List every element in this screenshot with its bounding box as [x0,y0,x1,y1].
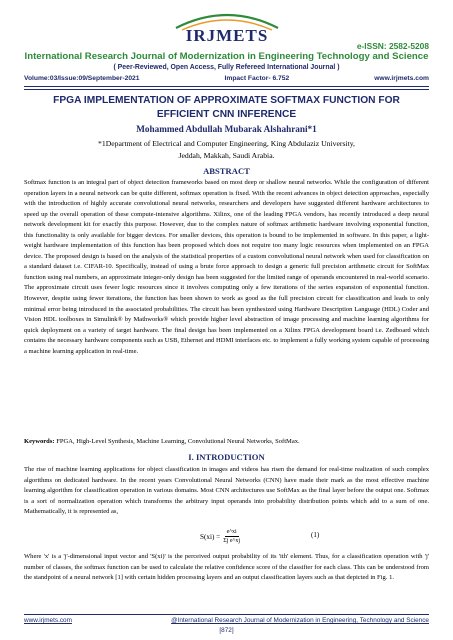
irjmets-logo [168,8,286,46]
post-equation-paragraph: Where 'x' is a 'j'-dimensional input vector and 'S(xi)' is the perceived output probability of its 'ith' element. Thus, for a classification operation with 'j' number of classes, the softmax function can be used to calculate the relative confidence score of the classifier for each class. This can be understood from the standpoint of a neural network [1] with certain hidden processing layers and an output classification layers such as that depicted in Fig. 1. [24,553,429,582]
equation-denominator: Σj e^xj [223,538,241,544]
footer-divider [24,614,429,615]
abstract-text: Softmax function is an integral part of object detection frameworks based on most deep or shallow neural networks. While the configuration of different operation layers in a neural network can be quite different, softmax operation is fixed. With the recent advances in object detection approaches, especially with the introduction of highly accurate convolutional neural networks, researchers and developers have suggested different hardware architectures to speed up the overall operation of these compute-intensive algorithms. Xilinx, one of the leading FPGA vendors, has recently introduced a deep neural network development kit for exactly this purpose. However, due to the complex nature of softmax arithmetic hardware involving exponential function, this functionality is only available for bigger devices. For smaller devices, this operation is bound to be implemented in software. In this paper, a light-weight hardware implementation of this function has been proposed which does not require too many logic resources when implemented on an FPGA device. The proposed design is based on the analysis of the statistical properties of a custom convolutional neural network when used for classification on a standard dataset i.e. CIFAR-10. Specifically, instead of using a brute force approach to design a generic full precision arithmetic circuit for SoftMax function using real numbers, an approximate integer-only design has been suggested for the limited range of operands encountered in real-world scenario. The approximate circuit uses fewer logic resources since it involves computing only a few iterations of the series expansion of exponential function. However, despite using fewer iterations, the function has been shown to work as good as the full precision circuit for classification and leads to only minimal error being introduced in the associated probabilities. The circuit has been synthesized using Hardware Description Language (HDL) Coder and Vision HDL toolboxes in Simulink® by Mathworks® which provide higher level abstraction of image processing and machine learning algorithms for quick deployment on a variety of target hardware. The final design has been implemented on a Xilinx FPGA development board i.e. Zedboard which contains the necessary hardware components such as USB, Ethernet and HDMI interfaces etc. to implement a fully working system capable of processing a machine learning application in real-time. [24,179,429,355]
paper-title: FPGA IMPLEMENTATION OF APPROXIMATE SOFTMAX FUNCTION FOR EFFICIENT CNN INFERENCE [53,95,400,120]
journal-title: International Research Journal of Modernization in Engineering Technology and Science [24,51,429,62]
footer-website-link[interactable]: www.irjmets.com [24,617,72,624]
volume-row [24,75,429,82]
softmax-equation [200,528,240,545]
footer-copyright-link[interactable]: @International Research Journal of Modernization in Engineering, Technology and Science [171,617,429,624]
svg-text:IRJMETS: IRJMETS [185,26,269,45]
equation-numerator: e^xi [226,529,237,535]
affiliation-line-1: *1Department of Electrical and Computer Engineering, King Abdulaziz University, [98,139,355,148]
journal-subtitle: ( Peer-Reviewed, Open Access, Fully Refereed International Journal ) [113,64,340,71]
equation-lhs: S(xi) = [200,532,221,541]
keywords-label: Keywords: [24,438,55,445]
author-name: Mohammed Abdullah Mubarak Alshahrani*1 [136,124,317,134]
keywords-line [24,438,429,445]
page-number: [872] [219,627,234,634]
issn: e-ISSN: 2582-5208 [356,41,429,51]
section-heading-introduction: I. INTRODUCTION [188,452,265,462]
header-divider-thin [24,89,429,90]
impact-factor: Impact Factor- 6.752 [224,75,290,82]
volume-issue: Volume:03/Issue:09/September-2021 [24,75,140,82]
affiliation-line-2: Jeddah, Makkah, Saudi Arabia. [178,151,275,160]
header-divider [24,86,429,87]
website-link[interactable]: www.irjmets.com [374,75,429,82]
affiliation [0,138,453,162]
keywords-list: FPGA, High-Level Synthesis, Machine Learning, Convolutional Neural Networks, SoftMax. [54,438,300,445]
intro-paragraph: The rise of machine learning applications for object classification in images and videos has risen the demand for real-time realization of such complex algorithms on dedicated hardware. In the recent years Convolutional Neural Networks (CNN) have made their mark as the most effective machine learning algorithm for classification operation in various domains. Most CNN architectures use SoftMax as the final layer before the output one. Softmax is a sort of normalization operation which transforms the arbitrary input operands into probability distribution points which add to a sum of one. Mathematically, it is represented as, [24,466,429,516]
equation-number: (1) [311,531,320,539]
equation-fraction [223,528,240,545]
abstract-heading: ABSTRACT [203,166,250,176]
